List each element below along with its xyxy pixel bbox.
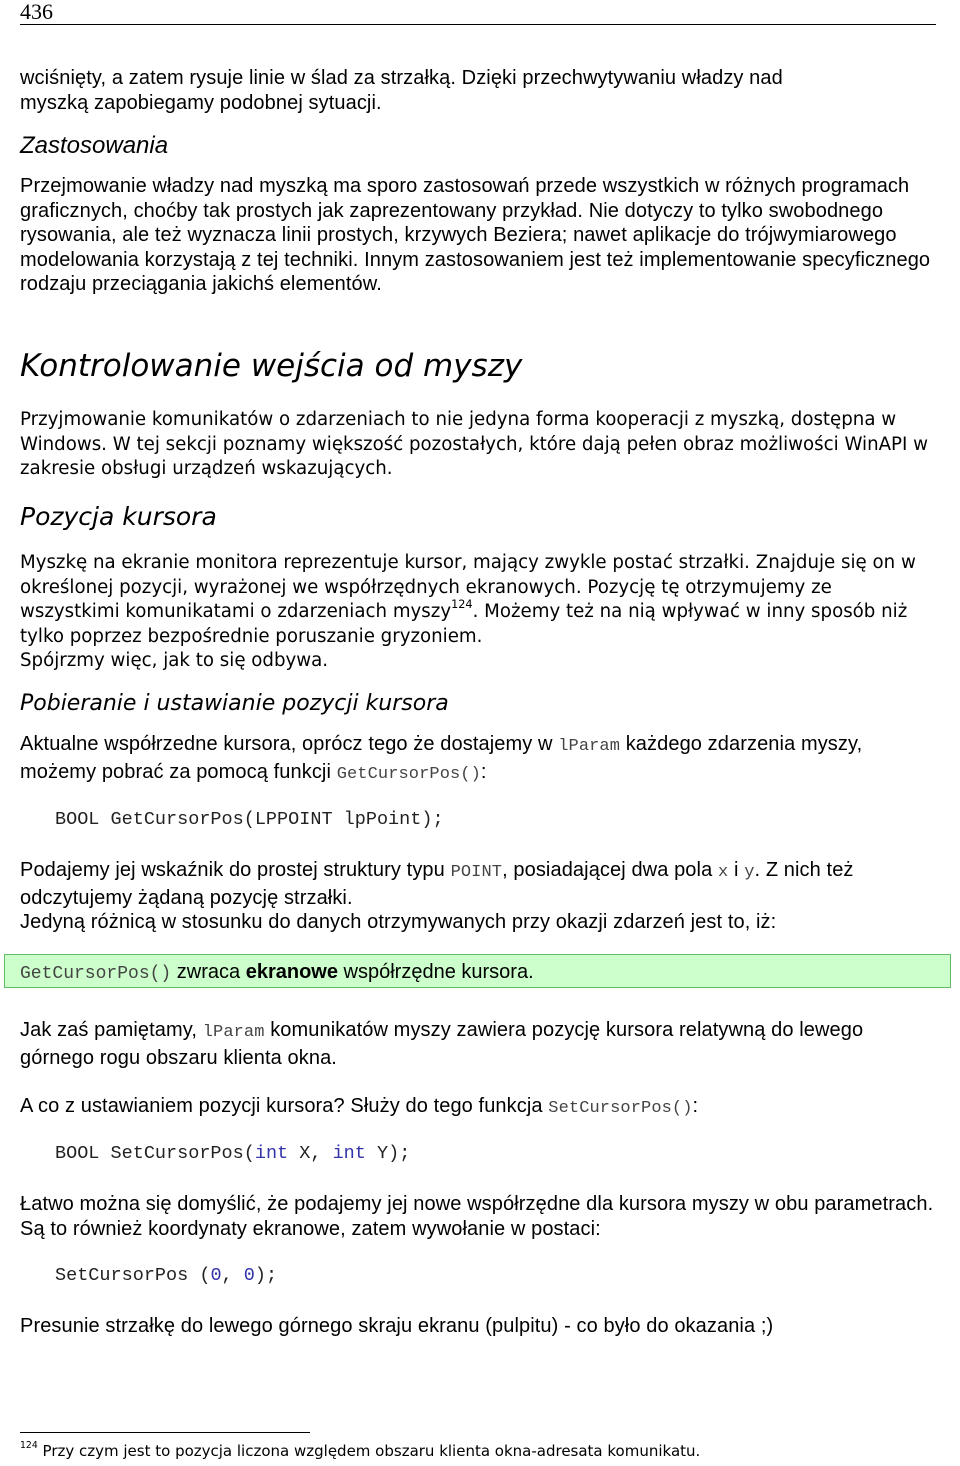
inline-code-setcursorpos: SetCursorPos() xyxy=(548,1099,693,1118)
pobieranie-p5-text-b: : xyxy=(692,1095,699,1117)
code-block-getcursorpos: BOOL GetCursorPos(LPPOINT lpPoint); xyxy=(55,809,444,830)
footnote-text: Przy czym jest to pozycja liczona względem obszaru klienta okna-adresata komunikatu. xyxy=(42,1442,701,1460)
intro-line-2: myszką zapobiegamy podobnej sytuacji. xyxy=(20,91,382,114)
kontrolowanie-sentence-2: W tej sekcji poznamy większość pozostałych, które dają pełen obraz możliwości WinAPI w zakresie obsługi urządzeń wskazujących. xyxy=(20,433,929,479)
pobieranie-paragraph-2 xyxy=(20,858,936,935)
pozycja-sentence-2: Znajduje się on w określonej pozycji, wyrażonej we współrzędnych ekranowych. xyxy=(20,552,916,598)
code2-part-a: BOOL SetCursorPos( xyxy=(55,1143,255,1164)
footnote-number: 124 xyxy=(20,1440,38,1452)
header-divider xyxy=(20,24,936,25)
code3-number-2: 0 xyxy=(243,1265,255,1286)
pobieranie-p5-text-a: A co z ustawianiem pozycji kursora? Służy do tego funkcja xyxy=(20,1095,543,1117)
pobieranie-paragraph-6: Łatwo można się domyślić, że podajemy jej nowe współrzędne dla kursora myszy w obu parametrach. Są to również koordynaty ekranowe, zatem wywołanie w postaci: xyxy=(20,1193,934,1240)
inline-code-lparam-2: lParam xyxy=(202,1023,265,1042)
code3-number-1: 0 xyxy=(210,1265,222,1286)
pozycja-sentence-3: Pozycję tę otrzymujemy ze wszystkimi komunikatami o zdarzeniach myszy xyxy=(20,576,832,622)
note-text-b: współrzędne kursora. xyxy=(343,961,534,983)
note-inline-code: GetCursorPos() xyxy=(20,964,172,984)
section-heading-pozycja: Pozycja kursora xyxy=(20,502,217,531)
pobieranie-p2-text-b: , posiadającej dwa pola xyxy=(502,859,713,881)
pobieranie-p1-text-a: Aktualne współrzedne kursora, oprócz tego że dostajemy w xyxy=(20,733,553,755)
code3-part-b: , xyxy=(221,1265,244,1286)
note-text-a: zwraca xyxy=(176,961,241,983)
kontrolowanie-paragraph xyxy=(20,408,936,482)
kontrolowanie-sentence-1: Przyjmowanie komunikatów o zdarzeniach to nie jedyna forma kooperacji z myszką, dostępna w Windows. xyxy=(20,409,897,455)
highlight-note-box xyxy=(4,954,951,988)
footnote xyxy=(20,1441,700,1461)
pozycja-sentence-3b: . Możemy też na nią wpływać w inny sposób niż tylko poprzez bezpośrednie poruszanie gryzoniem. xyxy=(20,601,908,647)
code-block-setcursorpos xyxy=(55,1142,410,1166)
inline-code-x: x xyxy=(717,863,729,882)
pobieranie-paragraph-5 xyxy=(20,1094,936,1122)
pobieranie-p1-text-b: każdego zdarzenia myszy, możemy pobrać za pomocą funkcji xyxy=(20,733,863,783)
pozycja-paragraph xyxy=(20,551,936,674)
inline-code-lparam: lParam xyxy=(558,737,621,756)
pobieranie-paragraph-7: Presunie strzałkę do lewego górnego skraju ekranu (pulpitu) - co było do okazania ;) xyxy=(20,1315,774,1337)
zastosowania-sentence-2: Nie dotyczy to tylko swobodnego rysowania, ale też wyznacza linii prostych, krzywych Beziera; nawet aplikacje do trójwymiarowego modelowania korzystają z tej techniki. xyxy=(20,199,897,271)
inline-code-getcursorpos: GetCursorPos() xyxy=(336,764,481,784)
zastosowania-sentence-1: Przejmowanie władzy nad myszką ma sporo zastosowań przede wszystkich w różnych programach graficznych, choćby tak prostych jak zaprezentowany przykład. xyxy=(20,175,910,222)
page-number: 436 xyxy=(20,0,53,24)
pobieranie-p4-text-a: Jak zaś pamiętamy, xyxy=(20,1019,198,1041)
footnote-reference[interactable]: 124 xyxy=(451,597,473,611)
pobieranie-p3-text: Jedyną różnicą w stosunku do danych otrzymywanych przy okazji zdarzeń jest to, iż: xyxy=(20,911,777,933)
pobieranie-paragraph-1 xyxy=(20,732,936,787)
pobieranie-p2-text-c: i xyxy=(733,859,739,881)
code2-keyword-int-1: int xyxy=(254,1143,289,1164)
pobieranie-p4-text-b: komunikatów myszy zawiera pozycję kursora relatywną do lewego górnego rogu obszaru klienta okna. xyxy=(20,1019,864,1069)
code2-keyword-int-2: int xyxy=(332,1143,366,1164)
pobieranie-paragraph-4 xyxy=(20,1018,936,1070)
section-heading-zastosowania: Zastosowania xyxy=(20,132,169,159)
pozycja-sentence-1: Myszkę na ekranie monitora reprezentuje kursor, mający zwykle postać strzałki. xyxy=(20,552,750,573)
code-block-setcursorpos-call xyxy=(55,1264,277,1288)
code2-part-c: Y); xyxy=(365,1143,411,1164)
zastosowania-paragraph xyxy=(20,174,936,297)
inline-code-y: y xyxy=(744,863,755,882)
intro-paragraph xyxy=(20,66,936,115)
code2-part-b: X, xyxy=(288,1143,333,1164)
note-bold-text: ekranowe xyxy=(245,961,338,983)
intro-line-1: wciśnięty, a zatem rysuje linie w ślad za strzałką. Dzięki przechwytywaniu władzy nad xyxy=(20,67,783,89)
pobieranie-p2-text-d: . Z nich też odczytujemy żądaną pozycję strzałki. xyxy=(20,859,854,909)
pobieranie-p1-text-c: : xyxy=(480,760,487,783)
pobieranie-p2-text-a: Podajemy jej wskaźnik do prostej struktury typu xyxy=(20,859,445,881)
inline-code-point: POINT xyxy=(450,863,503,882)
zastosowania-sentence-3: Innym zastosowaniem jest też implementowanie specyficznego rodzaju przeciągania jakichś elementów. xyxy=(20,248,931,295)
footnote-divider xyxy=(20,1432,310,1433)
chapter-heading-kontrolowanie: Kontrolowanie wejścia od myszy xyxy=(20,348,523,384)
highlight-note-text xyxy=(20,960,534,986)
code3-part-a: SetCursorPos ( xyxy=(55,1265,211,1286)
subsection-heading-pobieranie: Pobieranie i ustawianie pozycji kursora xyxy=(20,691,449,716)
code3-part-c: ); xyxy=(254,1265,278,1286)
pozycja-sentence-4: Spójrzmy więc, jak to się odbywa. xyxy=(20,650,329,671)
